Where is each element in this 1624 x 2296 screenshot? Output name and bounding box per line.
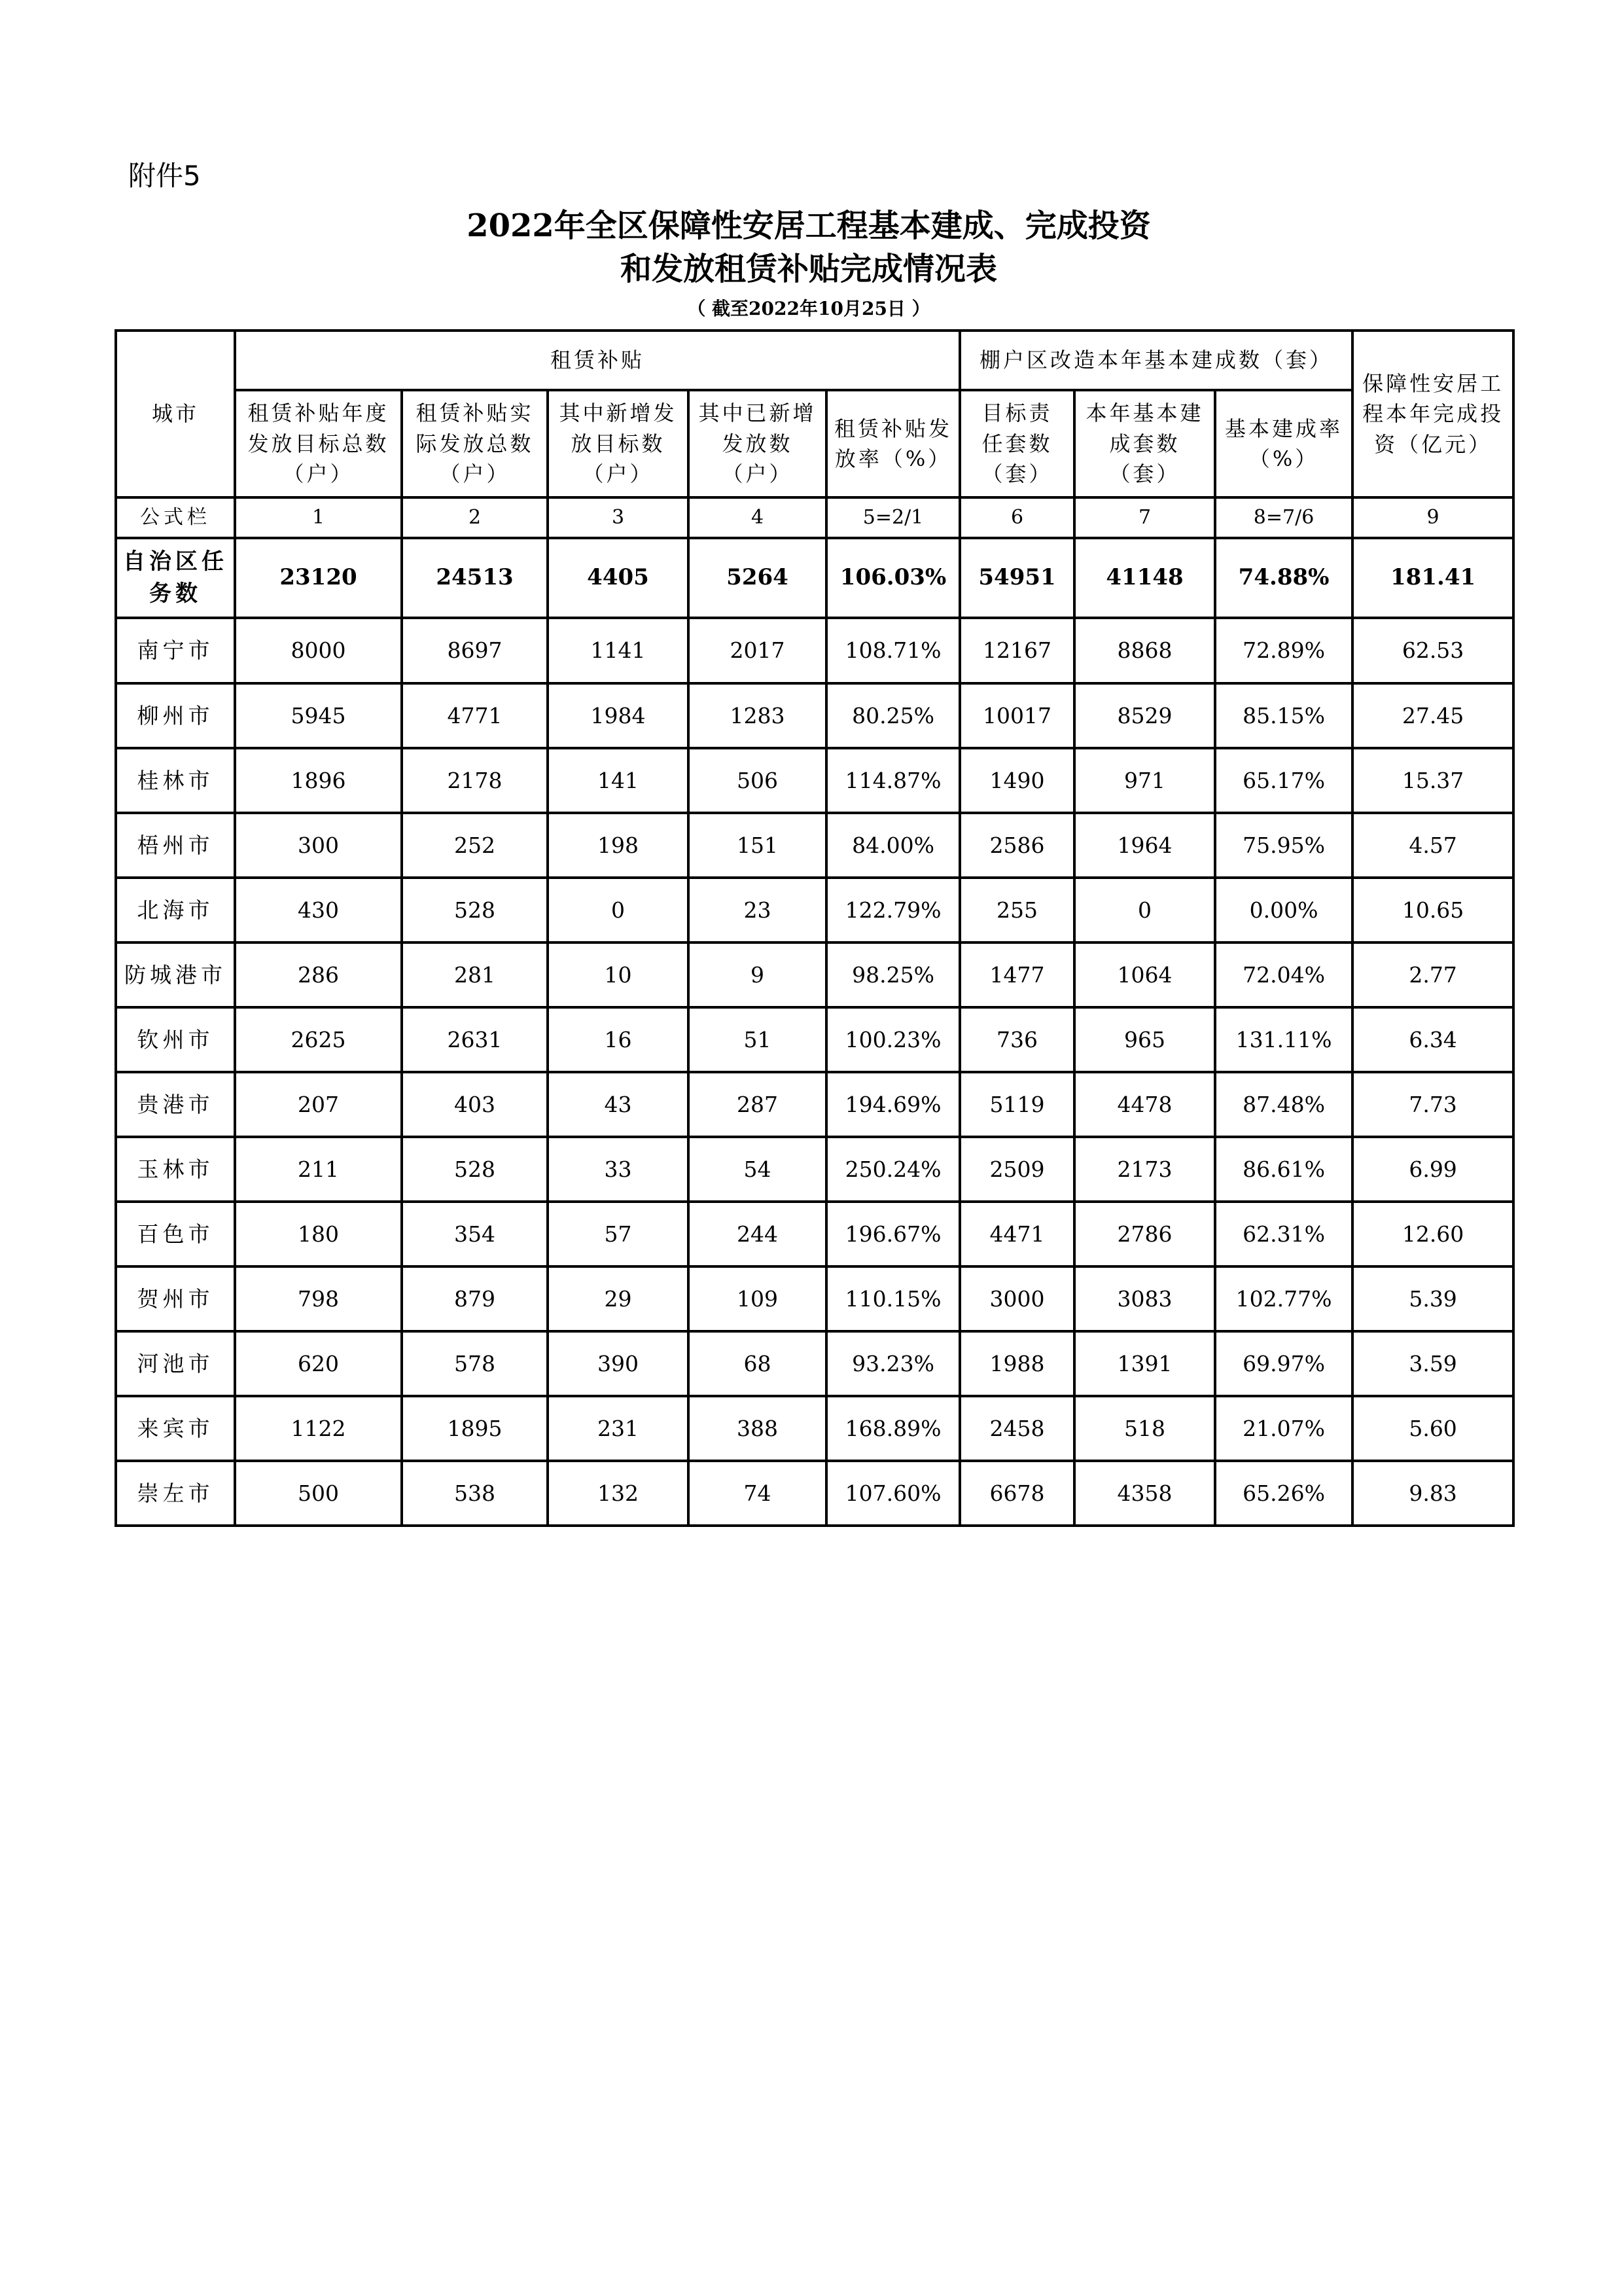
subtitle-date: （ 截至2022年10月25日 ） xyxy=(687,298,930,319)
cell-value: 1490 xyxy=(960,748,1074,813)
cell-value: 518 xyxy=(1074,1396,1215,1461)
cell-value: 74.88% xyxy=(1215,538,1352,618)
cell-value: 65.26% xyxy=(1215,1461,1352,1526)
header-group-shantytown: 棚户区改造本年基本建成数（套） xyxy=(960,331,1352,390)
cell-value: 1896 xyxy=(235,748,402,813)
cell-value: 43 xyxy=(548,1072,688,1137)
cell-value: 1122 xyxy=(235,1396,402,1461)
cell-value: 10 xyxy=(548,942,688,1007)
cell-value: 5264 xyxy=(688,538,826,618)
table-row xyxy=(116,1202,1513,1266)
cell-value: 27.45 xyxy=(1352,683,1513,748)
cell-value: 388 xyxy=(688,1396,826,1461)
table-row xyxy=(116,813,1513,878)
cell-value: 7 xyxy=(1074,497,1215,538)
cell-value: 62.53 xyxy=(1352,618,1513,683)
cell-value: 8868 xyxy=(1074,618,1215,683)
header-col-2: 租赁补贴实际发放总数（户） xyxy=(402,390,548,497)
cell-value: 207 xyxy=(235,1072,402,1137)
formula-row xyxy=(116,497,1513,538)
cell-value: 141 xyxy=(548,748,688,813)
table-row xyxy=(116,1396,1513,1461)
table-row xyxy=(116,1461,1513,1526)
attachment-label: 附件5 xyxy=(128,160,201,192)
cell-value: 98.25% xyxy=(826,942,960,1007)
table-row xyxy=(116,683,1513,748)
cell-value: 4358 xyxy=(1074,1461,1215,1526)
cell-value: 231 xyxy=(548,1396,688,1461)
table-row xyxy=(116,1072,1513,1137)
cell-value: 2786 xyxy=(1074,1202,1215,1266)
cell-value: 23 xyxy=(688,878,826,942)
data-table xyxy=(115,329,1515,1527)
cell-value: 106.03% xyxy=(826,538,960,618)
row-label: 南宁市 xyxy=(116,618,235,683)
cell-value: 151 xyxy=(688,813,826,878)
cell-value: 4.57 xyxy=(1352,813,1513,878)
cell-value: 281 xyxy=(402,942,548,1007)
cell-value: 108.71% xyxy=(826,618,960,683)
cell-value: 971 xyxy=(1074,748,1215,813)
cell-value: 211 xyxy=(235,1137,402,1202)
row-label: 贺州市 xyxy=(116,1266,235,1331)
cell-value: 10.65 xyxy=(1352,878,1513,942)
cell-value: 196.67% xyxy=(826,1202,960,1266)
cell-value: 12167 xyxy=(960,618,1074,683)
cell-value: 5945 xyxy=(235,683,402,748)
cell-value: 0.00% xyxy=(1215,878,1352,942)
cell-value: 8697 xyxy=(402,618,548,683)
row-label: 公式栏 xyxy=(116,497,235,538)
cell-value: 244 xyxy=(688,1202,826,1266)
cell-value: 2017 xyxy=(688,618,826,683)
cell-value: 57 xyxy=(548,1202,688,1266)
cell-value: 41148 xyxy=(1074,538,1215,618)
cell-value: 2173 xyxy=(1074,1137,1215,1202)
cell-value: 68 xyxy=(688,1331,826,1396)
cell-value: 3000 xyxy=(960,1266,1074,1331)
cell-value: 4405 xyxy=(548,538,688,618)
cell-value: 506 xyxy=(688,748,826,813)
cell-value: 8=7/6 xyxy=(1215,497,1352,538)
row-label: 百色市 xyxy=(116,1202,235,1266)
cell-value: 3083 xyxy=(1074,1266,1215,1331)
cell-value: 87.48% xyxy=(1215,1072,1352,1137)
cell-value: 75.95% xyxy=(1215,813,1352,878)
header-col-4: 其中已新增发放数（户） xyxy=(688,390,826,497)
cell-value: 250.24% xyxy=(826,1137,960,1202)
cell-value: 6 xyxy=(960,497,1074,538)
cell-value: 2458 xyxy=(960,1396,1074,1461)
cell-value: 252 xyxy=(402,813,548,878)
cell-value: 2631 xyxy=(402,1007,548,1072)
cell-value: 180 xyxy=(235,1202,402,1266)
cell-value: 194.69% xyxy=(826,1072,960,1137)
table-row xyxy=(116,748,1513,813)
cell-value: 255 xyxy=(960,878,1074,942)
cell-value: 1064 xyxy=(1074,942,1215,1007)
cell-value: 528 xyxy=(402,878,548,942)
cell-value: 7.73 xyxy=(1352,1072,1513,1137)
cell-value: 0 xyxy=(1074,878,1215,942)
row-label: 梧州市 xyxy=(116,813,235,878)
cell-value: 110.15% xyxy=(826,1266,960,1331)
cell-value: 12.60 xyxy=(1352,1202,1513,1266)
cell-value: 4 xyxy=(688,497,826,538)
cell-value: 1988 xyxy=(960,1331,1074,1396)
total-row xyxy=(116,538,1513,618)
cell-value: 74 xyxy=(688,1461,826,1526)
cell-value: 6.99 xyxy=(1352,1137,1513,1202)
row-label: 崇左市 xyxy=(116,1461,235,1526)
cell-value: 72.89% xyxy=(1215,618,1352,683)
cell-value: 1141 xyxy=(548,618,688,683)
cell-value: 24513 xyxy=(402,538,548,618)
row-label: 北海市 xyxy=(116,878,235,942)
header-col-1: 租赁补贴年度发放目标总数（户） xyxy=(235,390,402,497)
cell-value: 9.83 xyxy=(1352,1461,1513,1526)
cell-value: 403 xyxy=(402,1072,548,1137)
cell-value: 1895 xyxy=(402,1396,548,1461)
cell-value: 16 xyxy=(548,1007,688,1072)
cell-value: 1984 xyxy=(548,683,688,748)
cell-value: 287 xyxy=(688,1072,826,1137)
header-col-5: 租赁补贴发放率（%） xyxy=(826,390,960,497)
cell-value: 4771 xyxy=(402,683,548,748)
cell-value: 54951 xyxy=(960,538,1074,618)
cell-value: 6678 xyxy=(960,1461,1074,1526)
cell-value: 93.23% xyxy=(826,1331,960,1396)
cell-value: 198 xyxy=(548,813,688,878)
cell-value: 62.31% xyxy=(1215,1202,1352,1266)
cell-value: 15.37 xyxy=(1352,748,1513,813)
cell-value: 620 xyxy=(235,1331,402,1396)
title-line-1: 2022年全区保障性安居工程基本建成、完成投资 xyxy=(467,207,1151,244)
row-label: 防城港市 xyxy=(116,942,235,1007)
table-row xyxy=(116,1007,1513,1072)
cell-value: 430 xyxy=(235,878,402,942)
cell-value: 33 xyxy=(548,1137,688,1202)
cell-value: 2509 xyxy=(960,1137,1074,1202)
cell-value: 1477 xyxy=(960,942,1074,1007)
cell-value: 300 xyxy=(235,813,402,878)
row-label: 桂林市 xyxy=(116,748,235,813)
header-city: 城市 xyxy=(116,331,235,497)
cell-value: 5=2/1 xyxy=(826,497,960,538)
table-row xyxy=(116,878,1513,942)
cell-value: 69.97% xyxy=(1215,1331,1352,1396)
header-col-8: 基本建成率（%） xyxy=(1215,390,1352,497)
cell-value: 51 xyxy=(688,1007,826,1072)
cell-value: 131.11% xyxy=(1215,1007,1352,1072)
cell-value: 286 xyxy=(235,942,402,1007)
cell-value: 3 xyxy=(548,497,688,538)
cell-value: 23120 xyxy=(235,538,402,618)
cell-value: 132 xyxy=(548,1461,688,1526)
table-row xyxy=(116,618,1513,683)
cell-value: 2.77 xyxy=(1352,942,1513,1007)
cell-value: 10017 xyxy=(960,683,1074,748)
cell-value: 578 xyxy=(402,1331,548,1396)
cell-value: 29 xyxy=(548,1266,688,1331)
header-investment: 保障性安居工程本年完成投资（亿元） xyxy=(1352,331,1513,497)
cell-value: 500 xyxy=(235,1461,402,1526)
cell-value: 107.60% xyxy=(826,1461,960,1526)
cell-value: 9 xyxy=(1352,497,1513,538)
cell-value: 2 xyxy=(402,497,548,538)
row-label: 来宾市 xyxy=(116,1396,235,1461)
cell-value: 2586 xyxy=(960,813,1074,878)
cell-value: 100.23% xyxy=(826,1007,960,1072)
header-group-rent-subsidy: 租赁补贴 xyxy=(235,331,960,390)
cell-value: 1 xyxy=(235,497,402,538)
row-label: 贵港市 xyxy=(116,1072,235,1137)
cell-value: 109 xyxy=(688,1266,826,1331)
cell-value: 85.15% xyxy=(1215,683,1352,748)
cell-value: 8529 xyxy=(1074,683,1215,748)
cell-value: 5119 xyxy=(960,1072,1074,1137)
table-row xyxy=(116,1266,1513,1331)
cell-value: 2178 xyxy=(402,748,548,813)
table-row xyxy=(116,1331,1513,1396)
cell-value: 114.87% xyxy=(826,748,960,813)
cell-value: 8000 xyxy=(235,618,402,683)
cell-value: 0 xyxy=(548,878,688,942)
row-label: 河池市 xyxy=(116,1331,235,1396)
cell-value: 4478 xyxy=(1074,1072,1215,1137)
cell-value: 54 xyxy=(688,1137,826,1202)
title-line-2: 和发放租赁补贴完成情况表 xyxy=(620,251,997,287)
cell-value: 390 xyxy=(548,1331,688,1396)
table-row xyxy=(116,1137,1513,1202)
cell-value: 3.59 xyxy=(1352,1331,1513,1396)
row-label: 柳州市 xyxy=(116,683,235,748)
cell-value: 80.25% xyxy=(826,683,960,748)
cell-value: 72.04% xyxy=(1215,942,1352,1007)
row-label: 钦州市 xyxy=(116,1007,235,1072)
cell-value: 6.34 xyxy=(1352,1007,1513,1072)
cell-value: 736 xyxy=(960,1007,1074,1072)
cell-value: 1391 xyxy=(1074,1331,1215,1396)
cell-value: 65.17% xyxy=(1215,748,1352,813)
cell-value: 181.41 xyxy=(1352,538,1513,618)
cell-value: 168.89% xyxy=(826,1396,960,1461)
cell-value: 965 xyxy=(1074,1007,1215,1072)
cell-value: 21.07% xyxy=(1215,1396,1352,1461)
cell-value: 798 xyxy=(235,1266,402,1331)
header-col-3: 其中新增发放目标数（户） xyxy=(548,390,688,497)
cell-value: 538 xyxy=(402,1461,548,1526)
cell-value: 102.77% xyxy=(1215,1266,1352,1331)
cell-value: 84.00% xyxy=(826,813,960,878)
cell-value: 86.61% xyxy=(1215,1137,1352,1202)
cell-value: 1283 xyxy=(688,683,826,748)
table-row xyxy=(116,942,1513,1007)
header-col-7: 本年基本建成套数（套） xyxy=(1074,390,1215,497)
row-label: 自治区任务数 xyxy=(116,538,235,618)
cell-value: 5.60 xyxy=(1352,1396,1513,1461)
cell-value: 354 xyxy=(402,1202,548,1266)
cell-value: 879 xyxy=(402,1266,548,1331)
cell-value: 5.39 xyxy=(1352,1266,1513,1331)
cell-value: 528 xyxy=(402,1137,548,1202)
cell-value: 2625 xyxy=(235,1007,402,1072)
row-label: 玉林市 xyxy=(116,1137,235,1202)
cell-value: 1964 xyxy=(1074,813,1215,878)
cell-value: 9 xyxy=(688,942,826,1007)
header-col-6: 目标责任套数（套） xyxy=(960,390,1074,497)
cell-value: 4471 xyxy=(960,1202,1074,1266)
cell-value: 122.79% xyxy=(826,878,960,942)
